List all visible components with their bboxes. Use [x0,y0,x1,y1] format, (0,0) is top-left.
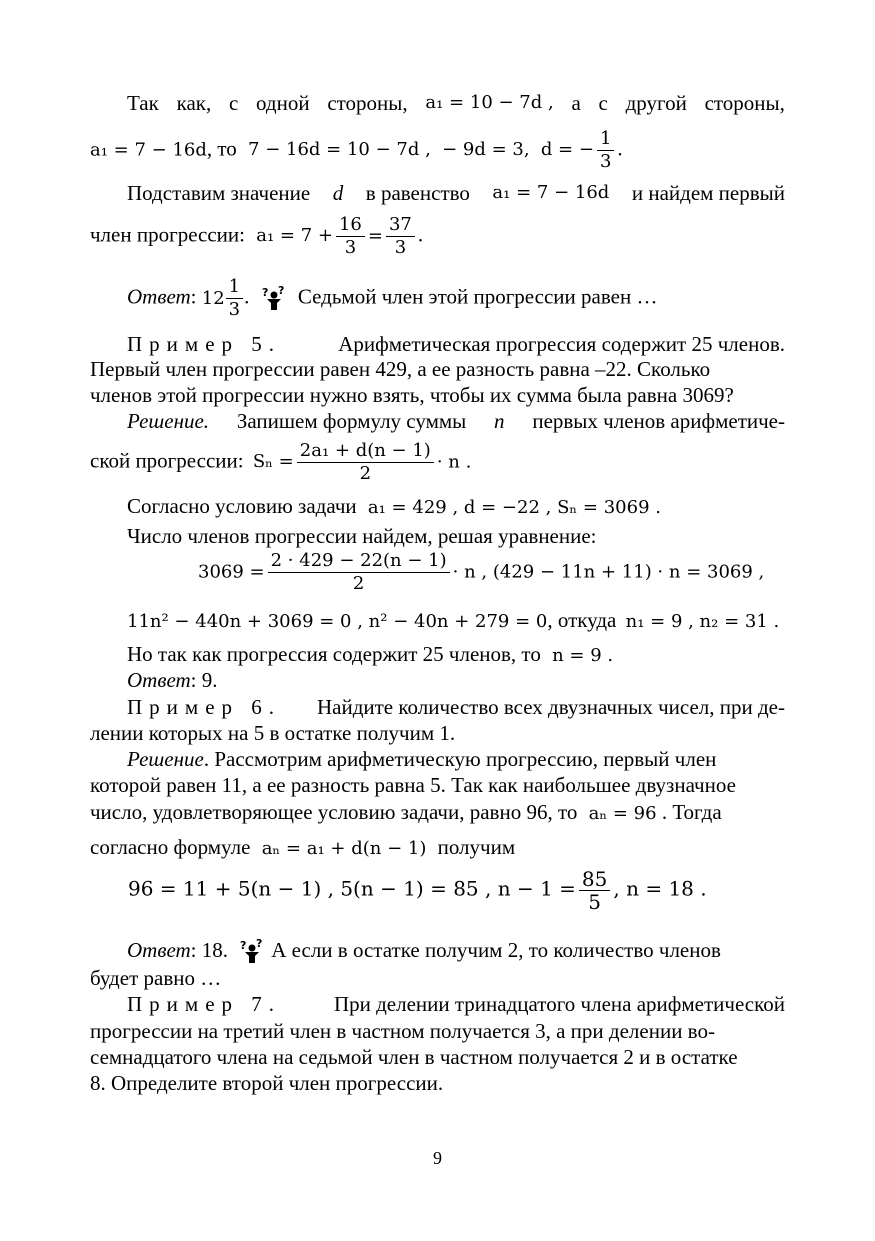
example-heading: Пример 6. Найдите количество всех двузначных чисел, при де- [127,695,785,719]
equation: a₁ = 7 + [256,225,333,247]
solution-label: Решение. [127,409,210,433]
equation-line: 3069 = $\frac{2 \cdot 429 - 22(n - 1)}{2}$ · n , (429 − 11n + 11) · n = 3069 , [198,550,765,594]
paragraph-line: Решение. Запишем формулу суммы n первых членов арифметиче- [127,409,785,433]
paragraph-line: ской прогрессии: Sₙ = $\frac{\text{2a₁ + d(n − 1)}}{2}$ · n . [90,440,472,484]
solution-label: Решение [127,747,204,771]
equation: − 9d = 3, [442,139,530,161]
paragraph-line: прогрессии на третий член в частном получается 3, а при делении во- [90,1019,715,1043]
example-heading [127,331,785,357]
equation: 7 − 16d = 10 − 7d , [248,139,431,161]
text: как, [176,91,212,115]
text: член прогрессии: [90,222,245,247]
thinking-figure-icon [261,286,287,312]
page-number: 9 [433,1148,442,1168]
equation: d = − [540,139,594,161]
text: Так [127,91,159,115]
paragraph-line [127,180,785,206]
paragraph-line: 8. Определите второй член прогрессии. [90,1071,444,1095]
example-label: Пример 7. [127,992,282,1016]
paragraph-line: член прогрессии: a₁ = 7 + $\frac{16}{3}$ = $\frac{37}{3}$ . [90,214,424,258]
equation-line: 11n² − 440n + 3069 = 0 , n² − 40n + 279 = 0, откуда n₁ = 9 , n₂ = 31 . [127,608,780,632]
paragraph-line: Но так как прогрессия содержит 25 членов, то n = 9 . [127,642,614,666]
equation: aₙ = 96 [588,803,657,824]
paragraph-line: членов этой прогрессии нужно взять, чтобы их сумма была равна 3069? [90,383,734,407]
answer-label: Ответ [127,938,191,962]
paragraph-line: число, удовлетворяющее условию задачи, равно 96, то aₙ = 96 . Тогда [90,800,722,824]
paragraph-line: согласно формуле aₙ = a₁ + d(n − 1) получим [90,835,516,859]
paragraph-line: Согласно условию задачи a₁ = 429 , d = −22 , Sₙ = 3069 . [127,494,661,518]
paragraph-line: Число членов прогрессии найдем, решая уравнение: [127,524,597,548]
paragraph-line: будет равно … [90,966,222,990]
equation: aₙ = a₁ + d(n − 1) [261,838,427,859]
equation: a₁ = 10 − 7d , [425,92,554,113]
paragraph-line: Первый член прогрессии равен 429, а ее разность равна –22. Сколько [90,357,711,381]
example-label: Пример 6. [127,695,282,719]
mixed-number: 12 $\frac{1}{3}$ [202,276,244,321]
paragraph-line: Решение. Рассмотрим арифметическую прогрессию, первый член [127,747,717,771]
paragraph-line [127,90,785,116]
answer-line: Ответ: 12 $\frac{1}{3}$ . ? ? Седьмой член этой прогрессии равен … [127,276,658,320]
hint-text: А если в остатке получим 2, то количество членов [271,938,721,962]
paragraph-line: которой равен 11, а ее разность равна 5. Так как наибольшее двузначное [90,773,736,797]
text: Арифметическая прогрессия содержит 25 членов. [338,332,785,356]
answer-label: Ответ [127,668,191,692]
thinking-figure-icon [239,939,265,965]
fraction: $\frac{37}{3}$ [386,214,415,259]
text: с [598,91,608,115]
paragraph-line: лении которых на 5 в остатке получим 1. [90,721,456,745]
text: и найдем первый [631,181,785,205]
answer-line: Ответ: 18. ? ? А если в остатке получим 2, то количество членов [127,937,785,965]
answer-label: Ответ [127,284,191,309]
svg-text:?: ? [240,939,247,953]
text: а [571,91,581,115]
text: одной [256,91,310,115]
svg-text:?: ? [261,285,268,299]
fraction: $\frac{\text{2a₁ + d(n − 1)}}{2}$ [297,440,434,485]
equation: a₁ = 429 , d = −22 , Sₙ = 3069 . [367,497,661,518]
variable: d [332,181,344,205]
paragraph-line: семнадцатого члена на седьмой член в частном получается 2 и в остатке [90,1045,738,1069]
equation: a₁ = 7 − 16d [90,139,207,161]
hint-text: Седьмой член этой прогрессии равен … [297,284,658,309]
fraction: $\frac{85}{5}$ [579,868,610,913]
text: другой [625,91,687,115]
equation: Sₙ = [252,451,294,473]
fraction: $\frac{1}{3}$ [597,128,614,173]
text: Подставим значение [127,181,311,205]
answer-line: Ответ: 9. [127,668,218,692]
text: стороны, [327,91,408,115]
svg-text:?: ? [256,939,263,951]
example-label: Пример 5. [127,332,282,356]
equation: a₁ = 7 − 16d [492,182,610,203]
equation-line: 96 = 11 + 5(n − 1) , 5(n − 1) = 85 , n − 1 = $\frac{85}{5}$ , n = 18 . [128,867,707,914]
svg-text:?: ? [277,285,284,297]
fraction: $\frac{16}{3}$ [336,214,365,259]
text: стороны, [704,91,785,115]
text: с [228,91,239,115]
example-heading: Пример 7. При делении тринадцатого члена арифметической [127,992,785,1016]
text: в равенство [365,181,470,205]
text: , то [206,136,237,161]
paragraph-line: a₁ = 7 − 16d, то 7 − 16d = 10 − 7d , − 9d = 3, d = − $\frac{1}{3}$ . [90,128,623,172]
fraction: $\frac{2 \cdot 429 - 22(n - 1)}{2}$ [268,550,450,595]
